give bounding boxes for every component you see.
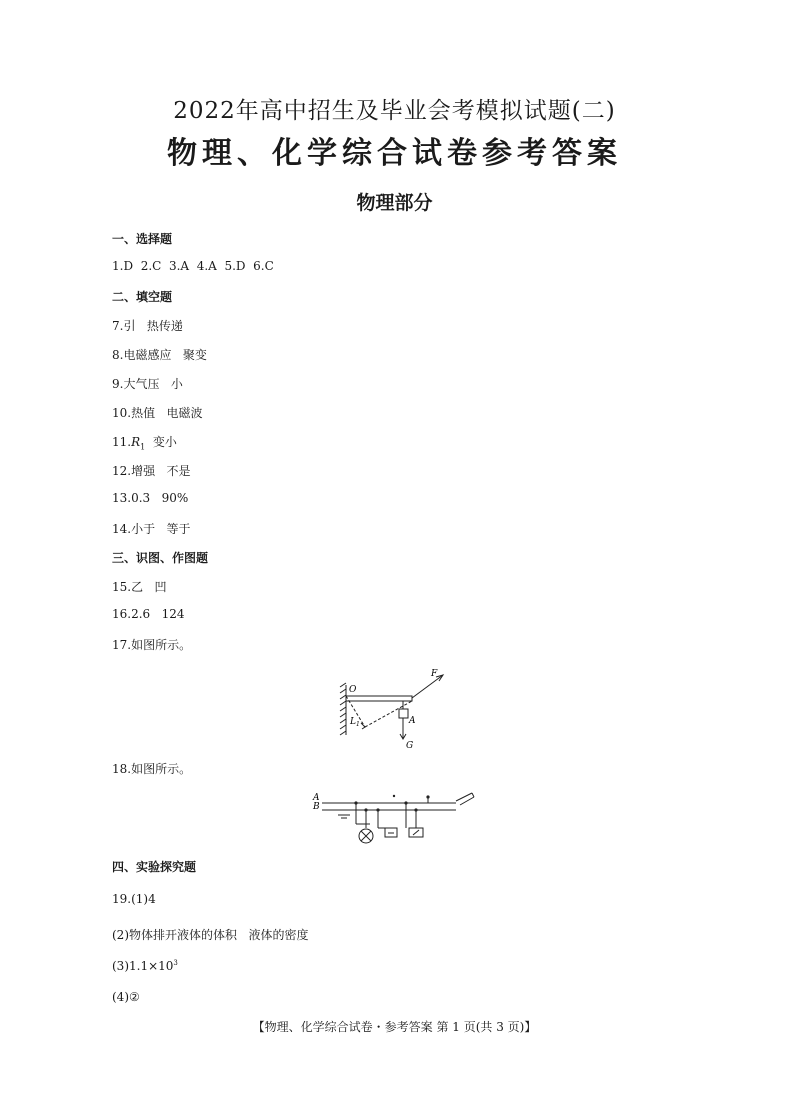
answer-q19-2: (2)物体排开液体的体积 液体的密度	[112, 928, 309, 942]
figure-17-lever-diagram	[335, 665, 455, 755]
heading-fill: 二、填空题	[112, 290, 173, 304]
label-a-wire: A	[313, 793, 320, 803]
heading-choice: 一、选择题	[112, 232, 173, 246]
label-b-wire: B	[313, 802, 320, 812]
answer-q10: 10.热值 电磁波	[112, 406, 203, 420]
answer-q19-4: (4)②	[112, 990, 140, 1004]
answer-q13: 13.0.3 90%	[112, 491, 189, 505]
page-footer: 【物理、化学综合试卷・参考答案 第 1 页(共 3 页)】	[252, 1020, 537, 1034]
label-f: F	[431, 669, 438, 679]
q11-variable: R	[131, 435, 141, 449]
q11-subscript: 1	[140, 442, 146, 452]
answer-q15: 15.乙 凹	[112, 580, 167, 594]
label-a: A	[409, 716, 416, 726]
answer-q11	[112, 433, 177, 451]
weight-block-a	[399, 709, 408, 718]
q19-3-exponent: 3	[173, 959, 178, 967]
label-l-sub: 1	[356, 721, 360, 728]
answer-q18: 18.如图所示。	[112, 762, 192, 776]
answer-q17: 17.如图所示。	[112, 638, 192, 652]
force-f-arrow	[412, 675, 443, 698]
q19-3-base: (3)1.1×10	[112, 959, 174, 973]
q11-rest: 变小	[145, 435, 177, 449]
label-o: O	[349, 685, 357, 695]
label-l: L	[350, 717, 356, 727]
answer-q14: 14.小于 等于	[112, 522, 191, 536]
label-g: G	[406, 741, 414, 751]
force-line-dashed	[365, 701, 412, 727]
figure-18-circuit-diagram	[308, 785, 483, 850]
answer-q12: 12.增强 不是	[112, 464, 191, 478]
answer-q7: 7.引 热传递	[112, 319, 183, 333]
lever-bar	[346, 696, 412, 701]
answer-q19-3	[112, 959, 178, 973]
q11-number: 11.	[112, 435, 132, 449]
section-title: 物理部分	[356, 192, 433, 214]
answer-q19-1: 19.(1)4	[112, 892, 156, 906]
paper-title: 物理、化学综合试卷参考答案	[167, 136, 622, 171]
heading-diagram: 三、识图、作图题	[112, 551, 209, 565]
answer-q8: 8.电磁感应 聚变	[112, 348, 207, 362]
answer-choice: 1.D 2.C 3.A 4.A 5.D 6.C	[112, 259, 274, 273]
heading-experiment: 四、实验探究题	[112, 860, 197, 874]
exam-title: 2022年高中招生及毕业会考模拟试题(二)	[173, 98, 616, 124]
answer-q9: 9.大气压 小	[112, 377, 183, 391]
answer-q16: 16.2.6 124	[112, 607, 185, 621]
